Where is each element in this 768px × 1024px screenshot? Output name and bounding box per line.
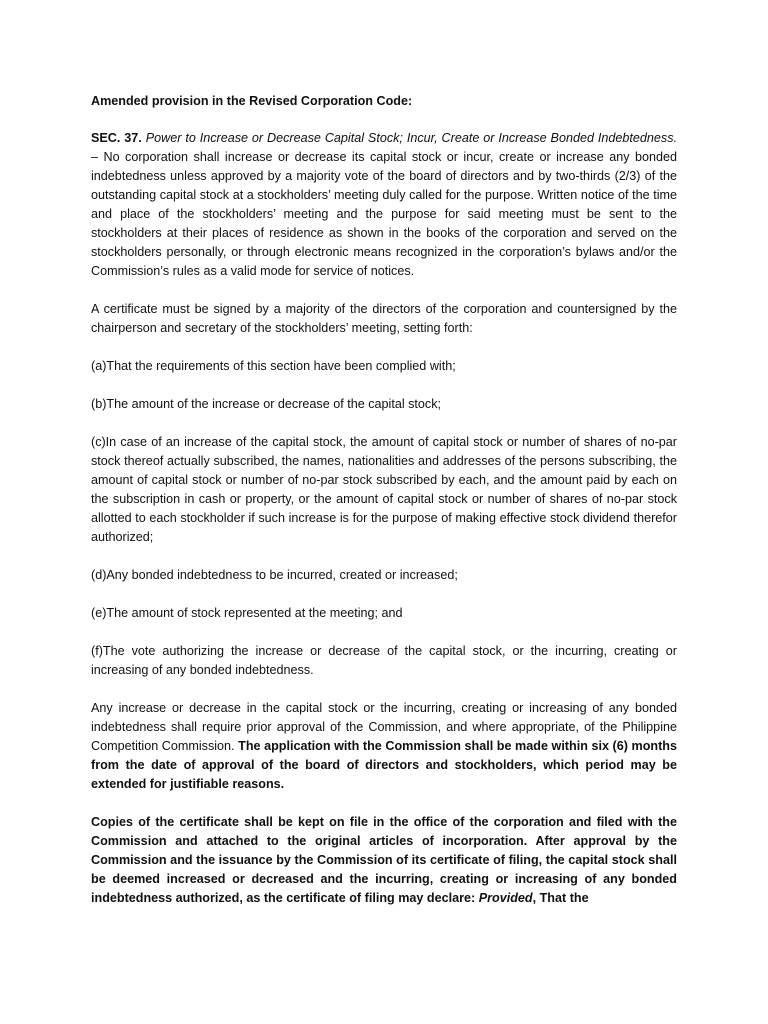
certificate-intro-paragraph: A certificate must be signed by a majority of the directors of the corporation and countersigned by the chairperson and secretary of the stockholders’ meeting, setting forth: — [91, 302, 677, 335]
list-item-a: (a)That the requirements of this section have been complied with; — [91, 359, 456, 373]
list-item-e: (e)The amount of stock represented at the meeting; and — [91, 606, 403, 620]
copies-main-text: Copies of the certificate shall be kept on file in the office of the corporation and filed with the Commission and attached to the original articles of incorporation. After approval by the Commission and the issuance by the Commission of its certificate of filing, the capital stock shall be deemed increased or decreased and the incurring, creating or increasing of any bonded indebtedness authorized, as the certificate of filing may declare: — [91, 815, 677, 905]
section-heading: Power to Increase or Decrease Capital Stock; Incur, Create or Increase Bonded Indebtedness. — [145, 131, 677, 145]
section-label: SEC. 37. — [91, 131, 142, 145]
copies-paragraph — [91, 813, 677, 908]
copies-provided-text: Provided — [478, 891, 533, 905]
list-item-d: (d)Any bonded indebtedness to be incurred, created or increased; — [91, 568, 458, 582]
approval-deadline-text: The application with the Commission shall be made within six (6) months from the date of approval of the board of directors and stockholders, which period may be extended for justifiable reasons. — [91, 739, 677, 791]
copies-tail-text: , That the — [532, 891, 589, 905]
document-title: Amended provision in the Revised Corporation Code: — [91, 94, 413, 108]
section-37-paragraph — [91, 129, 677, 281]
list-item-f: (f)The vote authorizing the increase or decrease of the capital stock, or the incurring, creating or increasing of any bonded indebtedness. — [91, 644, 677, 677]
approval-text: Any increase or decrease in the capital stock or the incurring, creating or increasing of any bonded indebtedness shall require prior approval of the Commission, and where appropriate, of the Philippine Competition Commission. — [91, 701, 677, 753]
section-body: – No corporation shall increase or decrease its capital stock or incur, create or increase any bonded indebtedness unless approved by a majority vote of the board of directors and by two-thirds (2/3) of the outstanding capital stock at a stockholders’ meeting duly called for the purpose. Written notice of the time and place of the stockholders’ meeting and the purpose for said meeting must be sent to the stockholders at their places of residence as shown in the books of the corporation and served on the stockholders personally, or through electronic means recognized in the corporation’s bylaws and/or the Commission’s rules as a valid mode for service of notices. — [91, 150, 677, 278]
approval-paragraph — [91, 699, 677, 794]
list-item-b: (b)The amount of the increase or decrease of the capital stock; — [91, 397, 442, 411]
list-item-c: (c)In case of an increase of the capital stock, the amount of capital stock or number of shares of no-par stock thereof actually subscribed, the names, nationalities and addresses of the persons subscribing, the amount of capital stock or number of no-par stock subscribed by each, and the amount paid by each on the subscription in cash or property, or the amount of capital stock or number of shares of no-par stock allotted to each stockholder if such increase is for the purpose of making effective stock dividend therefor authorized; — [91, 435, 677, 544]
